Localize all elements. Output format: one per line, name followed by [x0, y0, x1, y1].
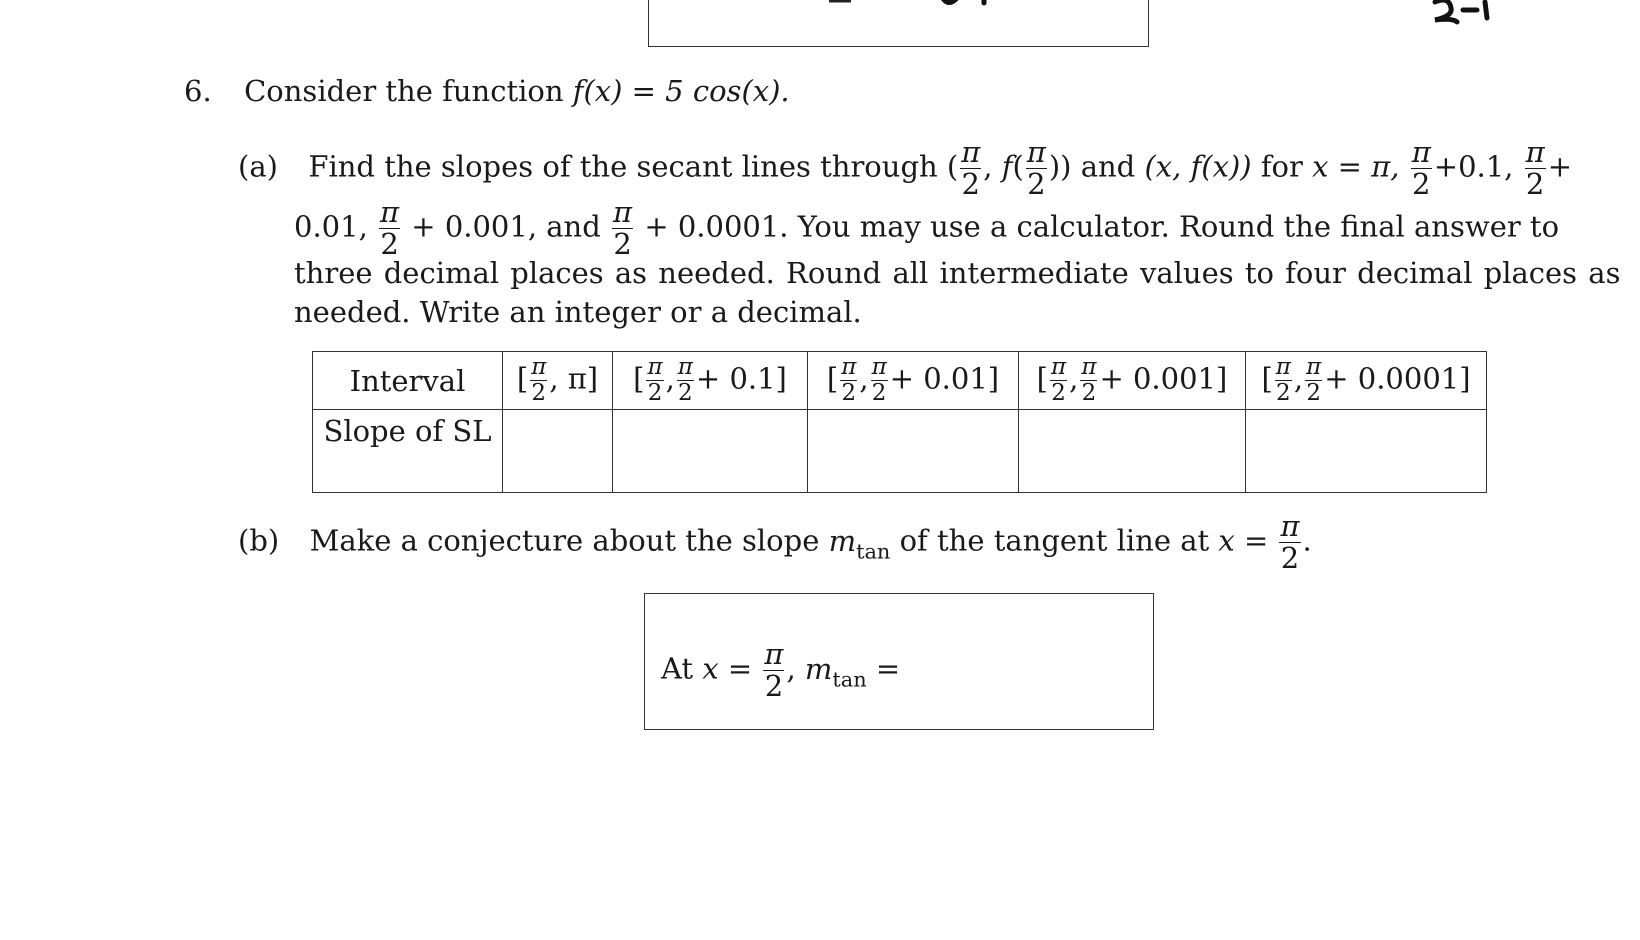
part-a-line-1: (a) Find the slopes of the secant lines through ( $\frac{\pi}{2}$ , f( $\frac{\pi}{2}$ )) and (x, f(x)) for x = π, $\frac{\pi}{2}$ +0.1, $\frac{\pi}{2}$ + — [238, 135, 1572, 201]
top-box-cutoff-glyphs — [649, 0, 1150, 48]
interval-cell: [ $\frac{\pi}{2}$ , $\frac{\pi}{2}$ + 0.1] — [613, 352, 808, 410]
interval-header: Interval — [313, 352, 503, 410]
at-label: At — [661, 651, 694, 686]
pi-symbol: π — [1026, 135, 1046, 169]
conjecture-answer-box[interactable] — [644, 593, 1154, 730]
part-a-label: (a) — [238, 149, 278, 184]
question-stem — [184, 74, 790, 108]
part-a-intro: Find the slopes of the secant lines through — [308, 149, 938, 184]
question-stem-text: Consider the function — [244, 74, 564, 108]
denominator-two: 2 — [380, 227, 399, 261]
denominator-two: 2 — [1051, 380, 1066, 406]
part-a-line-4: needed. Write an integer or a decimal. — [294, 295, 862, 329]
m-tan-symbol: $m_{tan}$ — [804, 651, 867, 691]
denominator-two: 2 — [613, 227, 632, 261]
question-function: f(x) = 5 cos(x). — [572, 74, 790, 108]
slope-answer-cell[interactable] — [1019, 410, 1246, 493]
part-b-text: Make a conjecture about the slope — [309, 523, 820, 558]
calculator-instruction: + 0.0001. You may use a calculator. Round the final answer to — [644, 209, 1560, 244]
secant-slope-table — [312, 351, 1487, 493]
pi-symbol: π — [961, 135, 981, 169]
pi-symbol: π — [1411, 135, 1431, 169]
pi-symbol: π — [380, 195, 400, 229]
answer-prompt — [661, 637, 901, 703]
period: . — [1302, 523, 1312, 558]
pi-symbol: π — [677, 354, 693, 380]
pi-symbol: π — [1051, 354, 1067, 380]
interval-tail: + 0.01] — [889, 361, 1000, 396]
pi-symbol: π — [841, 354, 857, 380]
pi-symbol: π — [1306, 354, 1322, 380]
plus-0-001-and: + 0.001, and — [411, 209, 601, 244]
interval-cell: [ $\frac{\pi}{2}$ , $\frac{\pi}{2}$ + 0.001] — [1019, 352, 1246, 410]
plus-0-1: +0.1, — [1433, 149, 1514, 184]
interval-tail: + 0.0001] — [1324, 361, 1471, 396]
denominator-two: 2 — [1412, 167, 1431, 201]
pi-symbol: π — [1275, 354, 1291, 380]
m-tan-symbol: $m_{tan}$ — [828, 523, 891, 563]
denominator-two: 2 — [1027, 167, 1046, 201]
part-b-line — [238, 509, 1312, 575]
denominator-two: 2 — [841, 380, 857, 406]
interval-tail: + 0.1] — [695, 361, 787, 396]
pi-symbol: π — [1525, 135, 1545, 169]
denominator-two: 2 — [1525, 167, 1545, 201]
denominator-two: 2 — [871, 380, 887, 406]
part-a-for: for — [1260, 149, 1303, 184]
part-a-line-3: three decimal places as needed. Round all intermediate values to four decimal places as — [294, 256, 1621, 290]
denominator-two: 2 — [1276, 380, 1291, 406]
handwritten-corner-mark — [1425, 0, 1505, 30]
question-number: 6. — [184, 74, 212, 108]
pi-symbol: π — [531, 354, 547, 380]
slope-answer-cell[interactable] — [613, 410, 808, 493]
denominator-two: 2 — [678, 380, 693, 406]
part-a-and: and — [1080, 149, 1136, 184]
equals-sign: = — [875, 651, 901, 686]
denominator-two: 2 — [764, 669, 784, 703]
part-b-label: (b) — [238, 523, 280, 558]
pi-symbol: π — [647, 354, 663, 380]
x-equals: x = — [702, 651, 753, 686]
value-0-01: 0.01, — [294, 209, 368, 244]
denominator-two: 2 — [647, 380, 663, 406]
denominator-two: 2 — [961, 167, 980, 201]
interval-tail: , π] — [549, 361, 599, 396]
denominator-two: 2 — [1280, 541, 1300, 575]
x-equals-pi: x = π, — [1312, 149, 1400, 184]
denominator-two: 2 — [531, 380, 547, 406]
slope-answer-cell[interactable] — [503, 410, 613, 493]
x-equals: x = — [1218, 523, 1269, 558]
part-a-line-2 — [294, 195, 1560, 261]
interval-row — [313, 352, 1487, 410]
plus-sign: + — [1547, 149, 1572, 184]
pi-symbol: π — [764, 637, 784, 671]
slope-answer-cell[interactable] — [1246, 410, 1487, 493]
denominator-two: 2 — [1306, 380, 1321, 406]
interval-cell: [ $\frac{\pi}{2}$ , π] — [503, 352, 613, 410]
pi-symbol: π — [613, 195, 633, 229]
point-pair: (x, f(x)) — [1144, 149, 1252, 184]
slope-header: Slope of SL — [313, 410, 503, 493]
interval-tail: + 0.001] — [1099, 361, 1228, 396]
denominator-two: 2 — [1081, 380, 1097, 406]
part-b-rest: of the tangent line at — [899, 523, 1210, 558]
pi-symbol: π — [1280, 509, 1300, 543]
interval-cell: [ $\frac{\pi}{2}$ , $\frac{\pi}{2}$ + 0.01] — [808, 352, 1019, 410]
interval-cell: [ $\frac{\pi}{2}$ , $\frac{\pi}{2}$ + 0.0001] — [1246, 352, 1487, 410]
top-answer-box — [648, 0, 1149, 47]
pi-symbol: π — [871, 354, 887, 380]
comma: , — [786, 651, 796, 686]
slope-answer-cell[interactable] — [808, 410, 1019, 493]
slope-row — [313, 410, 1487, 493]
pi-symbol: π — [1081, 354, 1097, 380]
